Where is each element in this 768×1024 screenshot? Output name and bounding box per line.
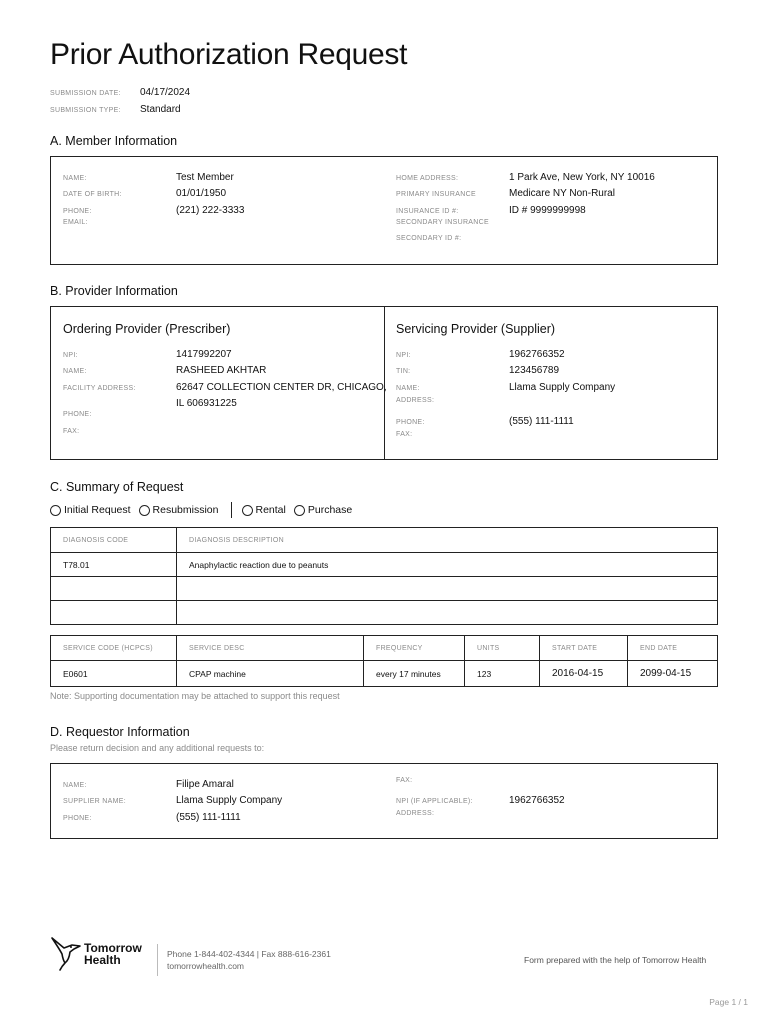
servicing-fax-label: FAX: xyxy=(396,431,413,438)
servicing-fax-field xyxy=(396,431,509,438)
servicing-phone-label: PHONE: xyxy=(396,419,425,426)
radio-circle-icon[interactable] xyxy=(242,505,253,516)
service-code-header: SERVICE CODE (HCPCS) xyxy=(51,636,177,661)
insurance-id-value: ID # 9999999998 xyxy=(509,205,586,216)
servicing-tin-label: TIN: xyxy=(396,368,411,375)
tomorrow-health-logo xyxy=(50,936,142,972)
ordering-name-label: NAME: xyxy=(63,368,87,375)
diagnosis-code-cell xyxy=(51,601,177,625)
footer-website-link[interactable]: tomorrowhealth.com xyxy=(167,961,245,971)
provider-info-box xyxy=(50,306,718,460)
start-date-cell: 2016-04-15 xyxy=(540,661,628,687)
ordering-fax-field xyxy=(63,428,176,435)
table-row xyxy=(51,553,718,577)
servicing-npi-label: NPI: xyxy=(396,352,411,359)
initial-request-radio[interactable] xyxy=(50,504,131,516)
diagnosis-table xyxy=(50,527,718,625)
requestor-section-title: D. Requestor Information xyxy=(50,725,190,739)
diagnosis-description-header: DIAGNOSIS DESCRIPTION xyxy=(177,528,718,553)
member-phone-field xyxy=(63,203,244,219)
servicing-address-field xyxy=(396,397,509,404)
member-address-label: HOME ADDRESS: xyxy=(396,175,459,182)
radio-circle-icon[interactable] xyxy=(50,505,61,516)
provider-section-title: B. Provider Information xyxy=(50,284,178,298)
submission-date-label: SUBMISSION DATE: xyxy=(50,90,121,97)
footer-phone-fax: Phone 1-844-402-4344 | Fax 888-616-2361 xyxy=(167,949,331,959)
servicing-npi-value: 1962766352 xyxy=(509,349,565,360)
service-desc-header: SERVICE DESC xyxy=(177,636,364,661)
ordering-npi-value: 1417992207 xyxy=(176,349,232,360)
frequency-cell: every 17 minutes xyxy=(364,661,465,687)
member-primary-insurance-field xyxy=(396,186,615,202)
secondary-id-label: SECONDARY ID #: xyxy=(396,235,462,242)
purchase-radio[interactable] xyxy=(294,504,352,516)
requestor-name-value: Filipe Amaral xyxy=(176,779,234,790)
ordering-facility-field xyxy=(63,380,387,412)
summary-section-title: C. Summary of Request xyxy=(50,480,184,494)
servicing-phone-field xyxy=(396,414,574,430)
requestor-name-label: NAME: xyxy=(63,782,87,789)
servicing-name-value: Llama Supply Company xyxy=(509,382,616,393)
diagnosis-description-cell xyxy=(177,577,718,601)
page-number: Page 1 / 1 xyxy=(709,997,748,1007)
ordering-npi-field xyxy=(63,347,232,363)
hummingbird-logo-icon xyxy=(50,936,82,972)
requestor-supplier-field xyxy=(63,793,282,809)
member-dob-value: 01/01/1950 xyxy=(176,188,227,199)
table-row xyxy=(51,661,718,687)
requestor-address-label: ADDRESS: xyxy=(396,810,435,817)
submission-type-row xyxy=(50,104,181,115)
member-dob-label: DATE OF BIRTH: xyxy=(63,191,122,198)
requestor-phone-value: (555) 111-1111 xyxy=(176,812,241,823)
servicing-npi-field xyxy=(396,347,565,363)
servicing-provider-title: Servicing Provider (Supplier) xyxy=(396,322,556,336)
requestor-supplier-value: Llama Supply Company xyxy=(176,795,283,806)
ordering-provider-title: Ordering Provider (Prescriber) xyxy=(63,322,231,336)
page-title: Prior Authorization Request xyxy=(50,38,408,71)
radio-circle-icon[interactable] xyxy=(139,505,150,516)
end-date-cell: 2099-04-15 xyxy=(628,661,718,687)
diagnosis-description-cell xyxy=(177,601,718,625)
member-name-field xyxy=(63,170,234,186)
ordering-phone-label: PHONE: xyxy=(63,411,92,418)
rental-label: Rental xyxy=(255,504,286,516)
member-name-value: Test Member xyxy=(176,172,234,183)
member-address-field xyxy=(396,170,655,186)
resubmission-radio[interactable] xyxy=(139,504,219,516)
servicing-name-label: NAME: xyxy=(396,385,420,392)
servicing-address-label: ADDRESS: xyxy=(396,397,435,404)
table-row xyxy=(51,601,718,625)
end-date-header: END DATE xyxy=(628,636,718,661)
rental-radio[interactable] xyxy=(242,504,286,516)
secondary-insurance-label: SECONDARY INSURANCE xyxy=(396,219,489,226)
requestor-npi-value: 1962766352 xyxy=(509,795,565,806)
member-phone-label: PHONE: xyxy=(63,208,92,215)
requestor-phone-field xyxy=(63,810,241,826)
units-cell: 123 xyxy=(465,661,540,687)
logo-wordmark xyxy=(82,942,142,966)
primary-insurance-label: PRIMARY INSURANCE xyxy=(396,191,476,198)
ordering-fax-label: FAX: xyxy=(63,428,80,435)
member-dob-field xyxy=(63,186,226,202)
ordering-npi-label: NPI: xyxy=(63,352,78,359)
resubmission-label: Resubmission xyxy=(152,504,219,516)
member-insurance-id-field xyxy=(396,203,586,219)
footer-credit: Form prepared with the help of Tomorrow Health xyxy=(524,955,707,965)
member-name-label: NAME: xyxy=(63,175,87,182)
primary-insurance-value: Medicare NY Non-Rural xyxy=(509,188,615,199)
requestor-phone-label: PHONE: xyxy=(63,815,92,822)
ordering-name-value: RASHEED AKHTAR xyxy=(176,365,267,376)
member-address-value: 1 Park Ave, New York, NY 10016 xyxy=(509,172,655,183)
table-header-row xyxy=(51,636,718,661)
radio-circle-icon[interactable] xyxy=(294,505,305,516)
logo-line-2: Health xyxy=(84,953,121,967)
servicing-name-field xyxy=(396,380,615,396)
service-table xyxy=(50,635,718,687)
ordering-facility-line1: 62647 COLLECTION CENTER DR, CHICAGO, xyxy=(176,382,387,393)
requestor-name-field xyxy=(63,777,234,793)
servicing-tin-value: 123456789 xyxy=(509,365,560,376)
servicing-tin-field xyxy=(396,363,559,379)
footer-divider xyxy=(157,944,158,976)
requestor-subtitle: Please return decision and any additional requests to: xyxy=(50,743,265,753)
radio-group-separator xyxy=(231,502,232,518)
purchase-label: Purchase xyxy=(307,504,353,516)
requestor-info-box xyxy=(50,763,718,839)
ordering-facility-value xyxy=(176,380,387,412)
footer-contact xyxy=(167,948,331,972)
requestor-npi-field xyxy=(396,793,565,809)
diagnosis-code-cell: T78.01 xyxy=(51,553,177,577)
member-email-field xyxy=(63,219,176,226)
requestor-supplier-label: SUPPLIER NAME: xyxy=(63,798,126,805)
start-date-header: START DATE xyxy=(540,636,628,661)
member-section-title: A. Member Information xyxy=(50,134,178,148)
member-email-label: EMAIL: xyxy=(63,219,88,226)
servicing-phone-value: (555) 111-1111 xyxy=(509,416,574,427)
initial-request-label: Initial Request xyxy=(64,504,131,516)
frequency-header: FREQUENCY xyxy=(364,636,465,661)
service-desc-cell: CPAP machine xyxy=(177,661,364,687)
submission-type-label: SUBMISSION TYPE: xyxy=(50,107,121,114)
member-info-box xyxy=(50,156,718,265)
requestor-address-field xyxy=(396,810,509,817)
request-type-options xyxy=(50,502,360,518)
table-row xyxy=(51,577,718,601)
submission-date-row xyxy=(50,87,190,98)
member-secondary-insurance-field xyxy=(396,219,509,226)
ordering-phone-field xyxy=(63,411,176,418)
member-phone-value: (221) 222-3333 xyxy=(176,205,245,216)
submission-type-value: Standard xyxy=(140,104,181,115)
table-header-row xyxy=(51,528,718,553)
diagnosis-code-cell xyxy=(51,577,177,601)
service-code-cell: E0601 xyxy=(51,661,177,687)
member-secondary-id-field xyxy=(396,235,509,242)
diagnosis-description-cell: Anaphylactic reaction due to peanuts xyxy=(177,553,718,577)
ordering-facility-line2: IL 606931225 xyxy=(176,398,237,409)
supporting-docs-note: Note: Supporting documentation may be attached to support this request xyxy=(50,691,340,701)
logo-line-1: Tomorrow xyxy=(84,941,142,955)
requestor-fax-field xyxy=(396,777,509,784)
ordering-name-field xyxy=(63,363,266,379)
units-header: UNITS xyxy=(465,636,540,661)
requestor-npi-label: NPI (IF APPLICABLE): xyxy=(396,798,473,805)
ordering-facility-label: FACILITY ADDRESS: xyxy=(63,385,136,392)
submission-date-value: 04/17/2024 xyxy=(140,87,191,98)
diagnosis-code-header: DIAGNOSIS CODE xyxy=(51,528,177,553)
insurance-id-label: INSURANCE ID #: xyxy=(396,208,459,215)
requestor-fax-label: FAX: xyxy=(396,777,413,784)
